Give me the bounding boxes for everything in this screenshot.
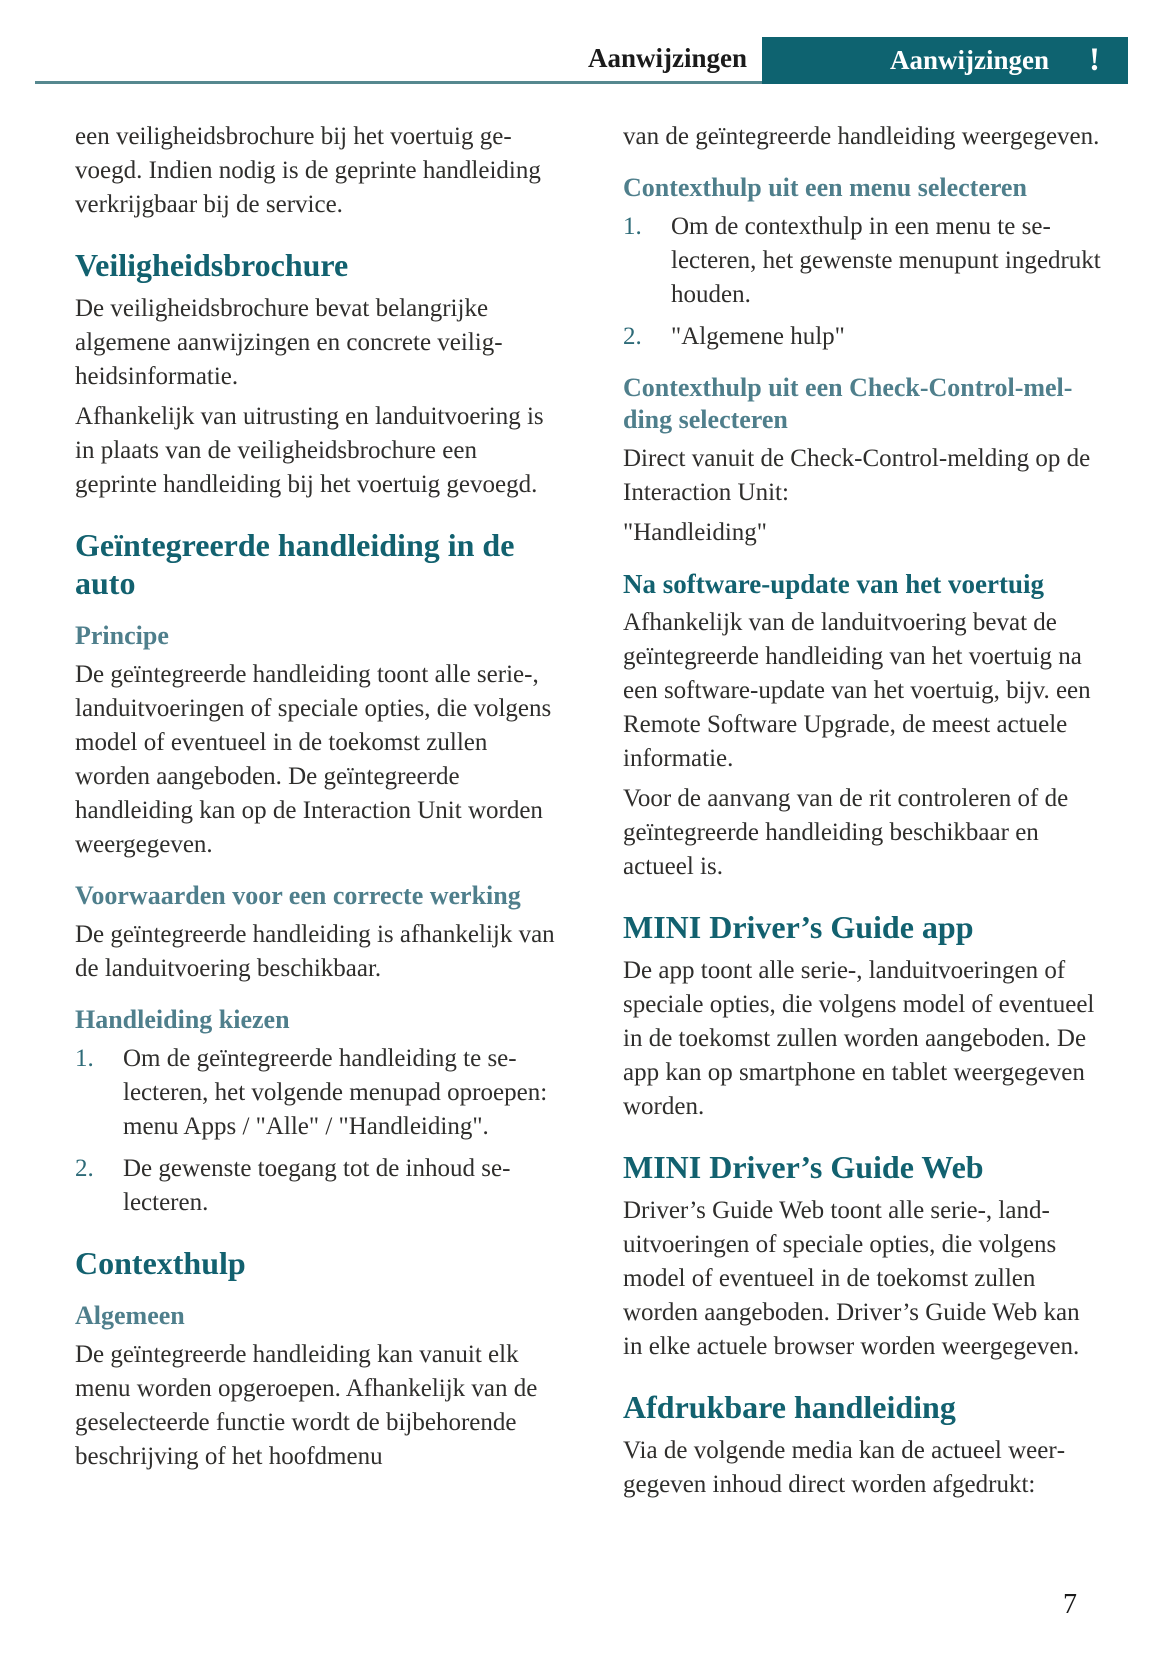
list-item-number: 1. [623,213,642,240]
numbered-list [75,1042,555,1220]
warning-exclamation-icon: ! [1089,42,1100,78]
page-content [75,120,1103,1508]
subheading-na-software-update: Na software-update van het voertuig [623,569,1044,599]
list-item-text: "Algemene hulp" [671,323,845,350]
paragraph: Voor de aanvang van de rit controleren of de geïntegreerde handleiding beschikbaar en actueel is. [623,785,1069,880]
paragraph: De veiligheidsbrochure bevat belangrijke algemene aanwijzingen en concrete veiligheidsinformatie. [75,295,503,390]
paragraph: Afhankelijk van de landuitvoering bevat de geïntegreerde handleiding van het voertuig na een software-update van het voertuig, bijv. een Remote Software Upgrade, de meest actuele informatie. [623,609,1091,772]
paragraph-continued-from-previous-page: een veiligheidsbrochure bij het voertuig gevoegd. Indien nodig is de geprinte handleiding verkrijgbaar bij de service. [75,123,541,218]
numbered-list [623,210,1103,354]
chapter-tab-label: Aanwijzingen [889,45,1049,75]
list-item [75,1042,555,1144]
list-item [623,210,1103,312]
right-column [623,120,1103,1508]
subheading-contexthulp-menu: Contexthulp uit een menu selecteren [623,173,1027,202]
heading-veiligheidsbrochure: Veiligheidsbrochure [75,247,349,283]
paragraph-menu-reference: "Handleiding" [623,519,767,546]
heading-contexthulp: Contexthulp [75,1245,246,1281]
list-item-number: 1. [75,1045,94,1072]
list-item-number: 2. [623,323,642,350]
chapter-tab [762,37,1128,84]
subheading-handleiding-kiezen: Handleiding kiezen [75,1005,290,1034]
subheading-voorwaarden: Voorwaarden voor een correcte werking [75,881,521,910]
list-item [75,1152,555,1220]
heading-afdrukbare-handleiding: Afdrukbare handleiding [623,1389,956,1425]
heading-geintegreerde-handleiding: Geïntegreerde handleiding in de auto [75,527,515,601]
list-item [623,320,1103,354]
subheading-algemeen: Algemeen [75,1301,185,1330]
subheading-principe: Principe [75,621,169,650]
heading-drivers-guide-app: MINI Driver’s Guide app [623,909,974,945]
list-item-text: Om de geïntegreerde handleiding te selecteren, het volgende menupad oproepen: menu Apps / "Alle" / "Handleiding". [123,1045,548,1140]
paragraph: Driver’s Guide Web toont alle serie-, landuitvoeringen of speciale opties, die volgens model of eventueel in de toekomst zullen worden aangeboden. Driver’s Guide Web kan in elke actuele browser worden weergegeven. [623,1197,1080,1360]
list-item-text: Om de contexthulp in een menu te selecteren, het gewenste menupunt ingedrukt houden. [671,213,1101,308]
paragraph: De geïntegreerde handleiding toont alle serie-, landuitvoeringen of speciale opties, die volgens model of eventueel in de toekomst zullen worden aangeboden. De geïntegreerde handleiding kan op de Interaction Unit worden weergegeven. [75,661,552,858]
paragraph-continuation: van de geïntegreerde handleiding weergegeven. [623,123,1100,150]
heading-drivers-guide-web: MINI Driver’s Guide Web [623,1149,984,1185]
running-header-title: Aanwijzingen [587,43,747,73]
paragraph: Via de volgende media kan de actueel weergegeven inhoud direct worden afgedrukt: [623,1437,1066,1498]
page-number: 7 [1063,1589,1077,1620]
left-column [75,120,555,1508]
paragraph: Afhankelijk van uitrusting en landuitvoering is in plaats van de veiligheidsbrochure een geprinte handleiding bij het voertuig gevoegd. [75,403,544,498]
paragraph: De geïntegreerde handleiding is afhankelijk van de landuitvoering beschikbaar. [75,921,555,982]
paragraph: De geïntegreerde handleiding kan vanuit elk menu worden opgeroepen. Afhankelijk van de geselecteerde functie wordt de bijbehorende beschrijving of het hoofdmenu [75,1341,538,1470]
list-item-text: De gewenste toegang tot de inhoud selecteren. [123,1155,511,1216]
list-item-number: 2. [75,1155,94,1182]
subheading-contexthulp-check-control: Contexthulp uit een Check-Control-melding selecteren [623,373,1073,434]
paragraph: Direct vanuit de Check-Control-melding op de Interaction Unit: [623,445,1091,506]
paragraph: De app toont alle serie-, landuitvoeringen of speciale opties, die volgens model of eventueel in de toekomst zullen worden aangeboden. De app kan op smartphone en tablet weergegeven worden. [623,957,1095,1120]
